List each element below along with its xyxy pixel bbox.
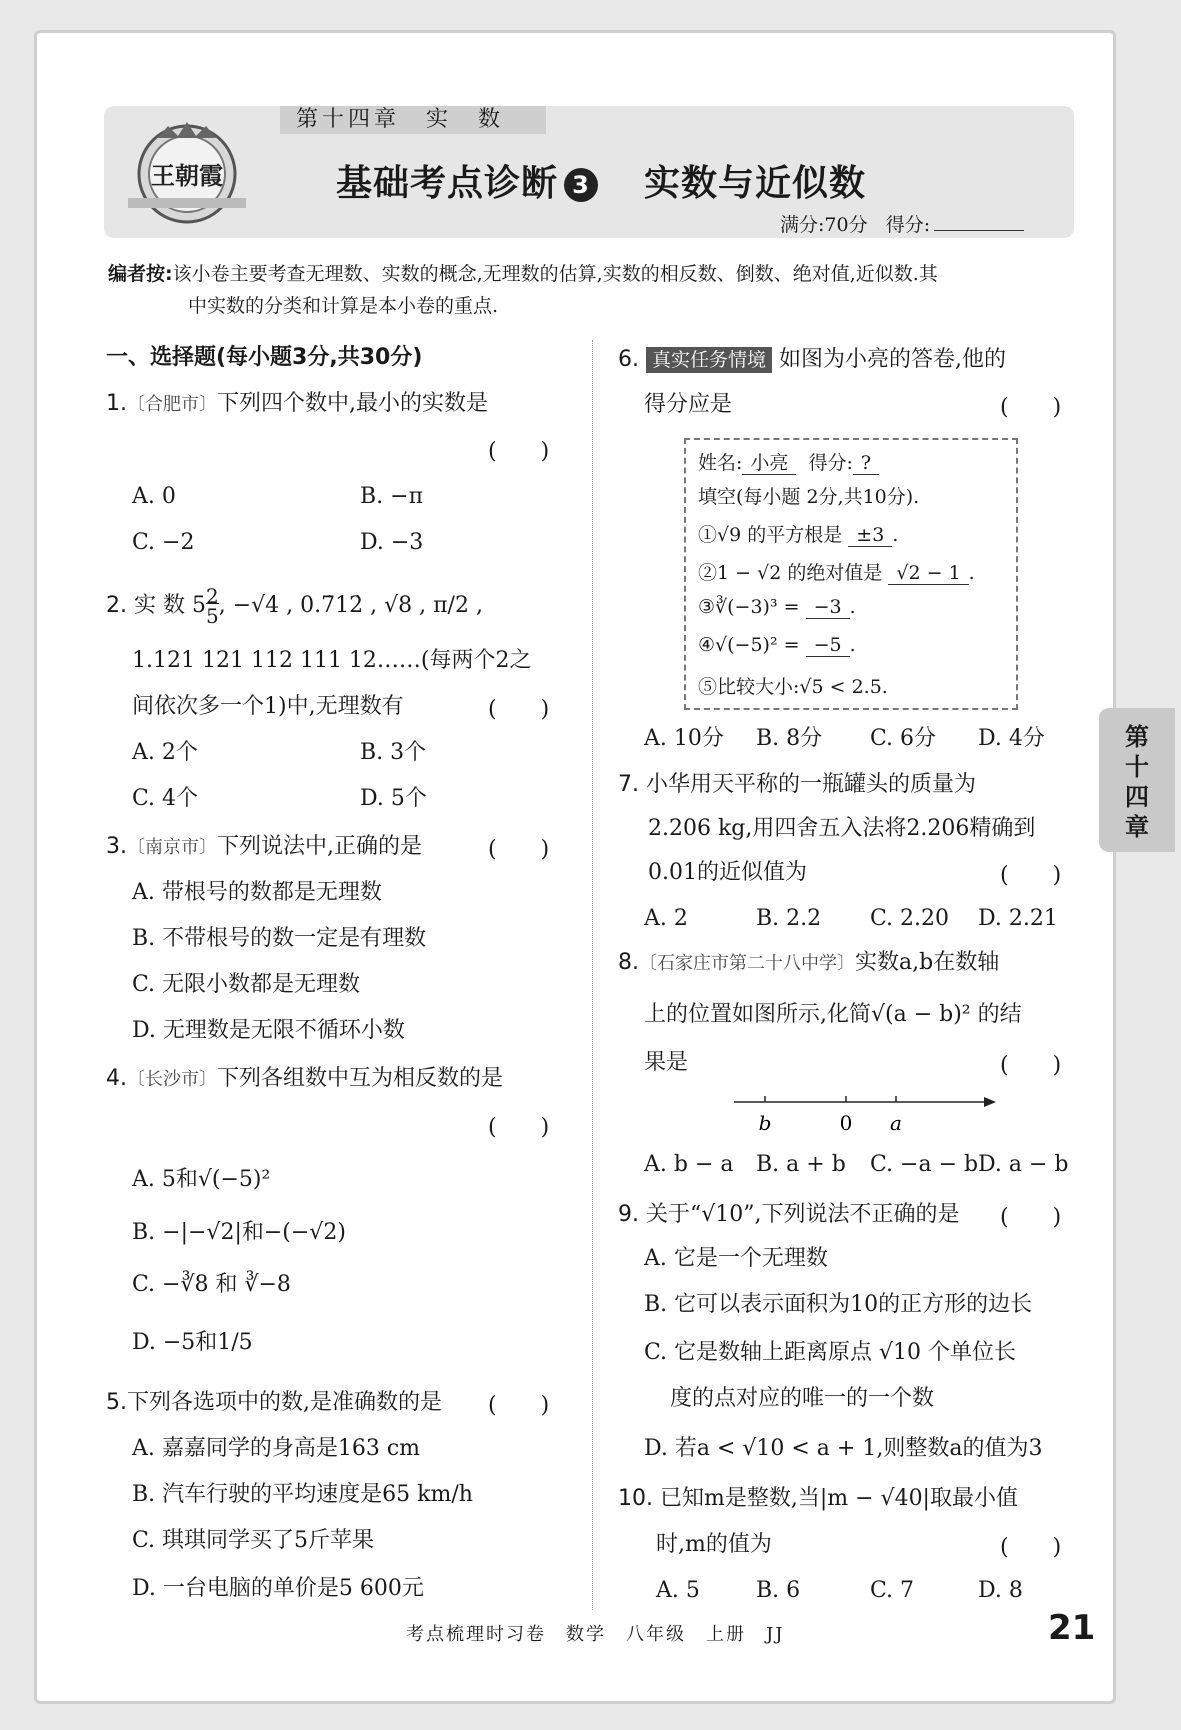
q9-stem: 9. 关于“√10”,下列说法不正确的是 (618, 1202, 960, 1227)
q8-answer-blank[interactable]: ( ) (1000, 1053, 1062, 1078)
q1-option-d[interactable]: D. −3 (360, 530, 424, 555)
page-title: 基础考点诊断 3 实数与近似数 (336, 163, 867, 204)
q3-stem: 3.〔南京市〕下列说法中,正确的是 (106, 834, 422, 859)
q6-stem-2: 得分应是 (644, 392, 733, 417)
q8-option-a[interactable]: A. b − a (644, 1152, 734, 1177)
q2-answer-blank[interactable]: ( ) (488, 697, 550, 722)
axis-label-b: b (758, 1111, 772, 1135)
q9-option-d[interactable]: D. 若a < √10 < a + 1,则整数a的值为3 (644, 1436, 1043, 1461)
q9-option-c[interactable]: C. 它是数轴上距离原点 √10 个单位长 (644, 1340, 1017, 1365)
q10-option-b[interactable]: B. 6 (756, 1578, 801, 1603)
q2-option-c[interactable]: C. 4个 (132, 786, 199, 811)
q3-option-d[interactable]: D. 无理数是无限不循环小数 (132, 1018, 405, 1043)
chapter-label: 第十四章 实 数 (280, 106, 546, 134)
q3-answer-blank[interactable]: ( ) (488, 837, 550, 862)
q10-stem: 10. 已知m是整数,当|m − √40|取最小值 (618, 1486, 1018, 1511)
q7-option-b[interactable]: B. 2.2 (756, 906, 822, 931)
q5-option-a[interactable]: A. 嘉嘉同学的身高是163 cm (132, 1436, 421, 1461)
q10-answer-blank[interactable]: ( ) (1000, 1535, 1062, 1560)
answer-sheet-card: 姓名: 小亮 得分: ? 填空(每小题 2分,共10分). ①√9 的平方根是 ±3 . ②1 − √2 的绝对值是 √2 − 1 . ③∛(−3)³ = −3 . ④√(−5)² = −5 . ⑤比较大小:√5 < 2.5. (684, 438, 1018, 710)
score-box: 满分:70分 得分: (780, 210, 1024, 237)
q7-line3: 0.01的近似值为 (648, 860, 807, 885)
q8-stem: 8.〔石家庄市第二十八中学〕实数a,b在数轴 (618, 950, 1000, 975)
q2-option-b[interactable]: B. 3个 (360, 740, 427, 765)
q6-answer-blank[interactable]: ( ) (1000, 395, 1062, 420)
q3-option-a[interactable]: A. 带根号的数都是无理数 (132, 880, 382, 905)
q8-line2: 上的位置如图所示,化简√(a − b)² 的结 (644, 1002, 1022, 1027)
q10-line2: 时,m的值为 (656, 1532, 772, 1557)
brand-logo (128, 118, 246, 228)
q3-option-b[interactable]: B. 不带根号的数一定是有理数 (132, 926, 427, 951)
q5-stem: 5.下列各选项中的数,是准确数的是 (106, 1390, 442, 1415)
page-number: 21 (1048, 1608, 1096, 1648)
axis-label-a: a (890, 1111, 902, 1135)
q5-answer-blank[interactable]: ( ) (488, 1393, 550, 1418)
q1-option-b[interactable]: B. −π (360, 484, 424, 509)
q8-line3: 果是 (644, 1050, 689, 1075)
q2-option-a[interactable]: A. 2个 (132, 740, 198, 765)
q8-option-b[interactable]: B. a + b (756, 1152, 846, 1177)
q10-option-a[interactable]: A. 5 (656, 1578, 700, 1603)
q1-option-a[interactable]: A. 0 (132, 484, 176, 509)
q5-option-b[interactable]: B. 汽车行驶的平均速度是65 km/h (132, 1482, 473, 1507)
number-line (730, 1090, 1000, 1156)
q10-option-d[interactable]: D. 8 (978, 1578, 1023, 1603)
q7-line2: 2.206 kg,用四舍五入法将2.206精确到 (648, 816, 1036, 841)
q4-stem: 4.〔长沙市〕下列各组数中互为相反数的是 (106, 1066, 504, 1091)
q6-option-d[interactable]: D. 4分 (978, 726, 1045, 751)
q7-option-d[interactable]: D. 2.21 (978, 906, 1058, 931)
q9-answer-blank[interactable]: ( ) (1000, 1205, 1062, 1230)
footer-text: 考点梳理时习卷 数学 八年级 上册 JJ (406, 1624, 785, 1645)
q4-option-b[interactable]: B. −|−√2|和−(−√2) (132, 1220, 346, 1245)
q2-stem: 2. 实 数 $5\frac{2}{5}$, −√4 , 0.7̇12̇ , √8 , π/2 , (106, 584, 483, 628)
q3-option-c[interactable]: C. 无限小数都是无理数 (132, 972, 361, 997)
q1-answer-blank[interactable]: ( ) (488, 439, 550, 464)
q6-option-a[interactable]: A. 10分 (644, 726, 724, 751)
q1-stem: 1.〔合肥市〕下列四个数中,最小的实数是 (106, 391, 488, 416)
column-divider (592, 340, 593, 1610)
q5-option-c[interactable]: C. 琪琪同学买了5斤苹果 (132, 1528, 375, 1553)
section-heading: 一、选择题(每小题3分,共30分) (106, 345, 423, 370)
q4-answer-blank[interactable]: ( ) (488, 1115, 550, 1140)
logo-text: 王朝霞 (151, 161, 223, 190)
q4-option-c[interactable]: C. −∛8 和 ∛−8 (132, 1272, 291, 1297)
q6-option-b[interactable]: B. 8分 (756, 726, 823, 751)
q1-option-c[interactable]: C. −2 (132, 530, 195, 555)
q7-stem: 7. 小华用天平称的一瓶罐头的质量为 (618, 772, 977, 797)
q2-option-d[interactable]: D. 5个 (360, 786, 427, 811)
chapter-side-tab[interactable]: 第 十 四 章 (1099, 708, 1175, 852)
q6-tag: 真实任务情境 (646, 347, 772, 373)
q10-option-c[interactable]: C. 7 (870, 1578, 915, 1603)
axis-label-0: 0 (839, 1111, 853, 1135)
q2-line2: 1.121 121 112 111 12……(每两个2之 (132, 648, 532, 673)
q9-option-b[interactable]: B. 它可以表示面积为10的正方形的边长 (644, 1292, 1033, 1317)
q2-line3: 间依次多一个1)中,无理数有 (132, 694, 404, 719)
q9-option-c-line2: 度的点对应的唯一的一个数 (670, 1386, 935, 1411)
q7-option-c[interactable]: C. 2.20 (870, 906, 950, 931)
q7-option-a[interactable]: A. 2 (644, 906, 688, 931)
q9-option-a[interactable]: A. 它是一个无理数 (644, 1246, 828, 1271)
q5-option-d[interactable]: D. 一台电脑的单价是5 600元 (132, 1576, 424, 1601)
editor-note: 编者按:该小卷主要考查无理数、实数的概念,无理数的估算,实数的相反数、倒数、绝对值,近似数.其 中实数的分类和计算是本小卷的重点. (108, 263, 938, 317)
q4-option-a[interactable]: A. 5和√(−5)² (132, 1167, 271, 1192)
q6-stem: 6. 真实任务情境 如图为小亮的答卷,他的 (618, 347, 1007, 372)
q8-option-d[interactable]: D. a − b (978, 1152, 1069, 1177)
q7-answer-blank[interactable]: ( ) (1000, 863, 1062, 888)
title-number: 3 (564, 168, 598, 202)
q8-option-c[interactable]: C. −a − b (870, 1152, 979, 1177)
q4-option-d[interactable]: D. −5和1/5 (132, 1330, 253, 1355)
q6-option-c[interactable]: C. 6分 (870, 726, 937, 751)
score-blank (934, 230, 1024, 231)
